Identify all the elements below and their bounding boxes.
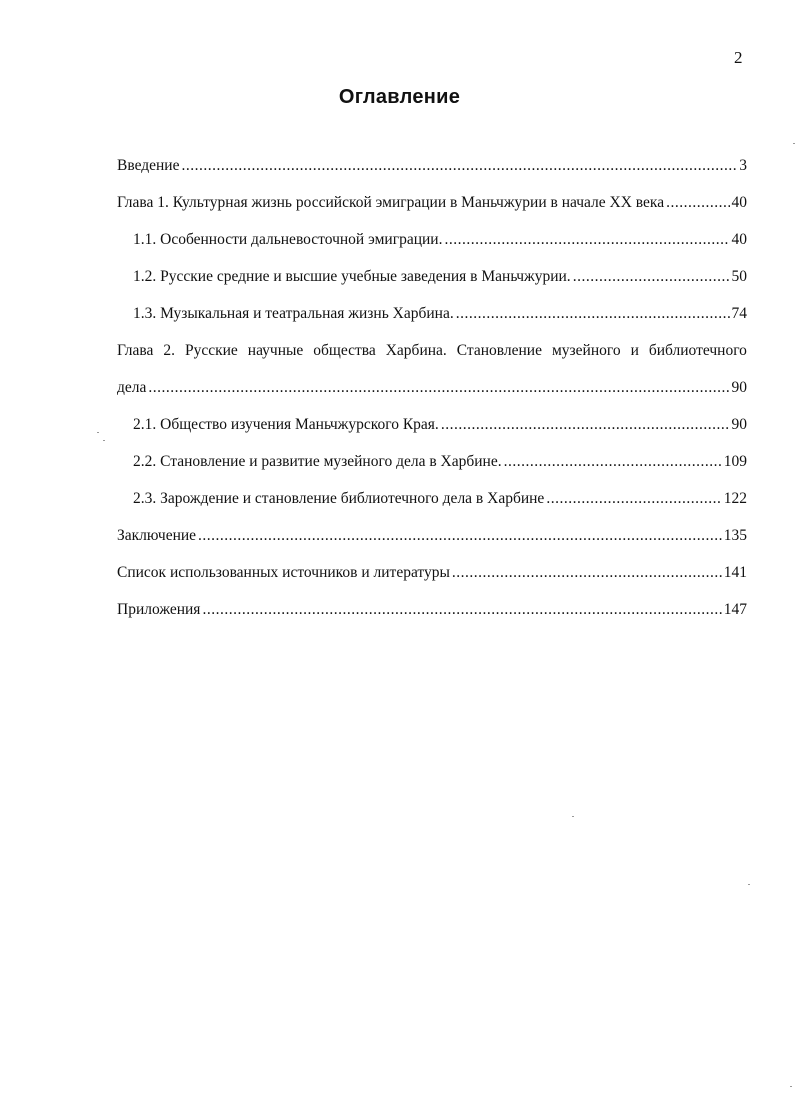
- toc-entry-section-1-2: [117, 266, 747, 303]
- toc-entry-page: 50: [731, 268, 747, 285]
- toc-entry-label: Список использованных источников и литературы: [117, 564, 450, 581]
- dot-leader: [504, 451, 722, 473]
- toc-word: Глава: [117, 342, 154, 359]
- toc-entry-page: 3: [739, 157, 747, 174]
- scan-speck: [97, 432, 99, 433]
- dot-leader: [546, 488, 721, 510]
- scan-speck: [790, 1086, 792, 1087]
- toc-entry-page: 90: [731, 379, 747, 396]
- dot-leader: [202, 599, 721, 621]
- toc-entry-page: 135: [723, 527, 747, 544]
- toc-word: музейного: [551, 342, 621, 359]
- toc-entry-page: 40: [731, 194, 747, 211]
- toc-word: Харбина.: [385, 342, 447, 359]
- toc-entry-label: 2.1. Общество изучения Маньчжурского Края.: [133, 416, 439, 433]
- dot-leader: [148, 377, 729, 399]
- toc-word: Становление: [456, 342, 542, 359]
- toc-entry-label: Заключение: [117, 527, 197, 544]
- toc-entry-chapter-2-line-2: [117, 377, 747, 414]
- table-of-contents: [117, 155, 747, 636]
- toc-word: научные: [247, 342, 304, 359]
- toc-entry-section-2-2: [117, 451, 747, 488]
- toc-entry-page: 90: [731, 416, 747, 433]
- dot-leader: [441, 414, 730, 436]
- toc-word: и: [630, 342, 639, 359]
- toc-entry-chapter-2: [117, 340, 747, 414]
- scan-speck: [748, 884, 750, 885]
- toc-entry-chapter-2-line-1: [117, 340, 747, 377]
- scan-speck: [572, 816, 574, 817]
- page-number: 2: [734, 48, 743, 67]
- toc-entry-page: 141: [723, 564, 747, 581]
- scan-speck: [103, 440, 105, 441]
- dot-leader: [456, 303, 730, 325]
- toc-entry-label: 1.3. Музыкальная и театральная жизнь Харбина.: [133, 305, 454, 322]
- toc-entry-label: Приложения: [117, 601, 201, 618]
- dot-leader: [666, 192, 729, 214]
- dot-leader: [181, 155, 737, 177]
- toc-entry-introduction: [117, 155, 747, 192]
- toc-entry-page: 122: [723, 490, 747, 507]
- toc-entry-page: 40: [731, 231, 747, 248]
- toc-word: 2.: [163, 342, 175, 359]
- dot-leader: [198, 525, 722, 547]
- toc-entry-conclusion: [117, 525, 747, 562]
- dot-leader: [444, 229, 729, 251]
- toc-word: общества: [313, 342, 376, 359]
- toc-entry-page: 147: [723, 601, 747, 618]
- toc-entry-appendix: [117, 599, 747, 636]
- toc-entry-sources: [117, 562, 747, 599]
- toc-entry-label: Глава 1. Культурная жизнь российской эмиграции в Маньчжурии в начале XX века: [117, 194, 665, 211]
- toc-entry-chapter-1: [117, 192, 747, 229]
- scan-speck: [793, 143, 795, 144]
- toc-entry-label: 1.1. Особенности дальневосточной эмиграции.: [133, 231, 443, 248]
- toc-word: библиотечного: [648, 342, 747, 359]
- toc-entry-label: 1.2. Русские средние и высшие учебные заведения в Маньчжурии.: [133, 268, 571, 285]
- toc-entry-label: Введение: [117, 157, 180, 174]
- toc-entry-section-2-1: [117, 414, 747, 451]
- toc-entry-page: 109: [723, 453, 747, 470]
- dot-leader: [573, 266, 730, 288]
- toc-entry-label: 2.3. Зарождение и становление библиотечного дела в Харбине: [133, 490, 545, 507]
- toc-entry-label: 2.2. Становление и развитие музейного дела в Харбине.: [133, 453, 502, 470]
- toc-entry-section-1-3: [117, 303, 747, 340]
- toc-word: Русские: [184, 342, 238, 359]
- toc-entry-section-2-3: [117, 488, 747, 525]
- toc-entry-page: 74: [731, 305, 747, 322]
- toc-title: Оглавление: [338, 86, 461, 108]
- dot-leader: [452, 562, 722, 584]
- toc-entry-label: дела: [117, 379, 147, 396]
- toc-entry-section-1-1: [117, 229, 747, 266]
